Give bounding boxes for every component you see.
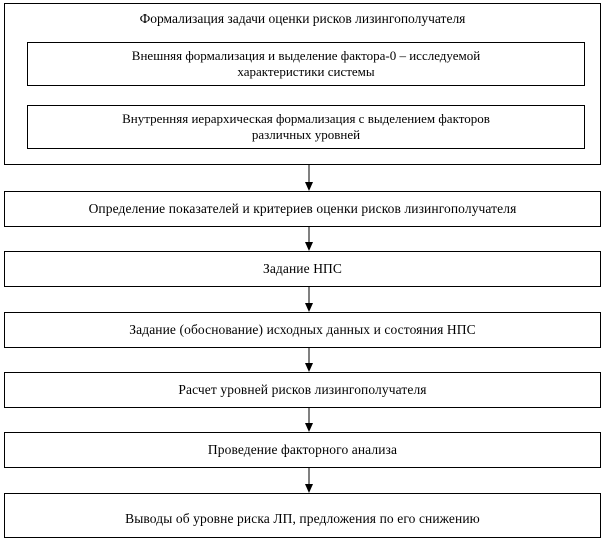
formalization-group-title: Формализация задачи оценки рисков лизингополучателя [139,11,466,26]
step-label-risk-calculation: Расчет уровней рисков лизингополучателя [178,382,427,397]
step-label-nps-setup: Задание НПС [262,261,343,276]
step-box-risk-calculation [4,372,601,408]
step-label-indicators-criteria: Определение показателей и критериев оценки рисков лизингополучателя [88,201,517,216]
flow-arrow-6 [305,468,313,493]
flow-arrow-5 [305,408,313,432]
step-label-conclusions: Выводы об уровне риска ЛП, предложения по его снижению [125,511,480,526]
step-box-nps-setup [4,251,601,287]
flow-arrow-3 [305,287,313,312]
internal-formalization-line-1: Внутренняя иерархическая формализация с выделением факторов [122,111,490,126]
external-formalization-line-1: Внешняя формализация и выделение фактора-0 – исследуемой [131,48,481,63]
external-formalization-box [27,42,585,86]
external-formalization-line-2: характеристики системы [237,64,375,79]
step-box-conclusions [4,493,601,538]
step-label-factor-analysis: Проведение факторного анализа [207,442,398,457]
flow-arrow-2 [305,227,313,251]
step-box-initial-data [4,312,601,348]
step-box-indicators-criteria [4,191,601,227]
step-box-factor-analysis [4,432,601,468]
step-label-initial-data: Задание (обоснование) исходных данных и состояния НПС [129,322,476,337]
flow-arrow-4 [305,348,313,372]
formalization-group-box [4,3,601,165]
internal-formalization-box [27,105,585,149]
flow-arrow-1 [305,165,313,191]
internal-formalization-line-2: различных уровней [251,127,361,142]
